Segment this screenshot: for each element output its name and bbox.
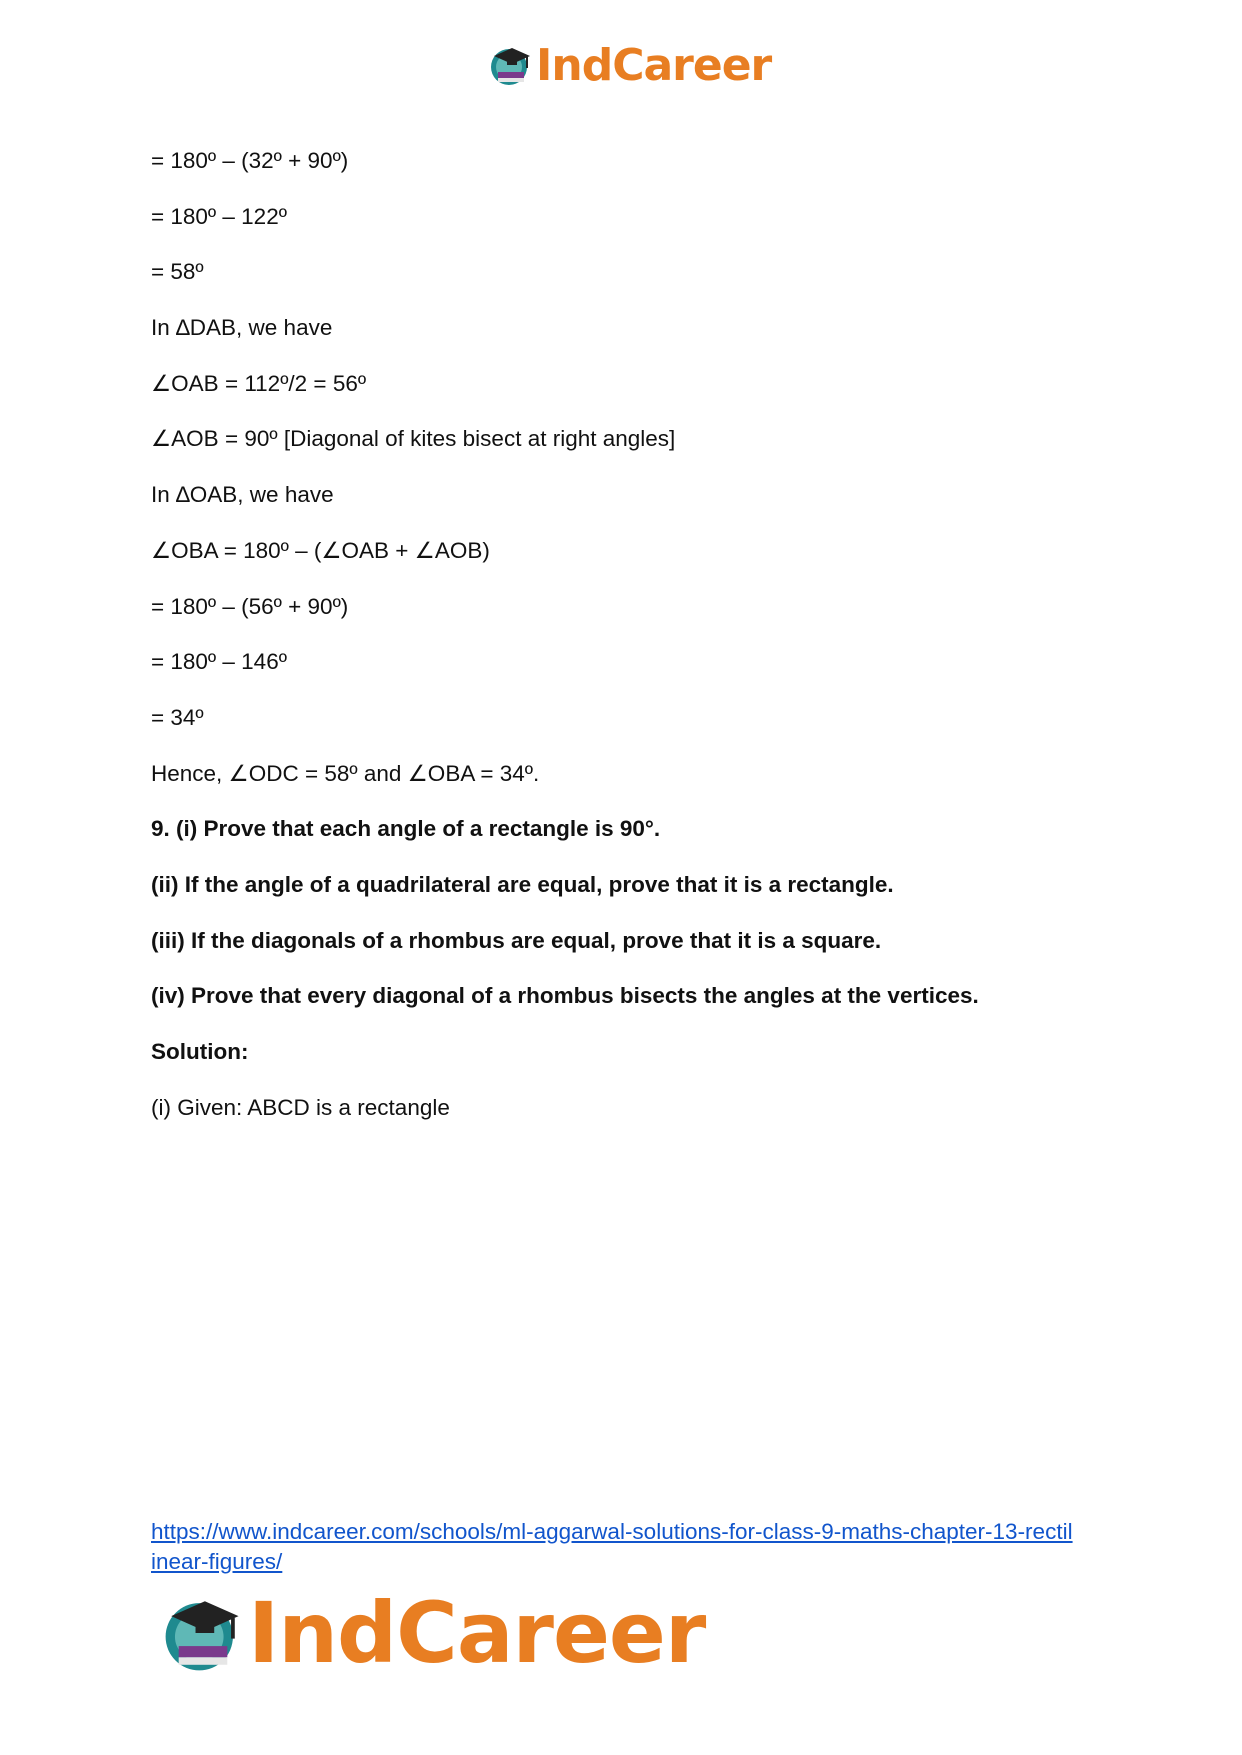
text-line: = 34º xyxy=(151,704,204,730)
text-line: = 180º – 122º xyxy=(151,203,287,229)
text-line: (ii) If the angle of a quadrilateral are equal, prove that it is a rectangle. xyxy=(151,871,894,897)
text-line: (iii) If the diagonals of a rhombus are equal, prove that it is a square. xyxy=(151,927,882,953)
document-body xyxy=(151,146,1111,1148)
text-line: ∠OBA = 180º – (∠OAB + ∠AOB) xyxy=(151,537,490,563)
text-line: In ∆OAB, we have xyxy=(151,482,334,508)
source-link-line-1: https://www.indcareer.com/schools/ml-aggarwal-solutions-for-class-9-maths-chapter-13-rectil xyxy=(151,1519,1073,1544)
text-line: In ∆DAB, we have xyxy=(151,315,333,341)
text-line: = 58º xyxy=(151,259,204,285)
graduation-cap-globe-icon xyxy=(488,42,534,88)
text-line: Solution: xyxy=(151,1039,249,1064)
footer-logo-text: IndCareer xyxy=(248,1584,706,1682)
text-line: = 180º – (32º + 90º) xyxy=(151,148,349,173)
header-logo xyxy=(488,38,771,92)
header-logo-text: IndCareer xyxy=(536,39,772,91)
text-line: = 180º – 146º xyxy=(151,649,287,675)
source-link-line-2: inear-figures/ xyxy=(151,1549,283,1574)
text-line: (i) Given: ABCD is a rectangle xyxy=(151,1094,450,1120)
text-line: ∠AOB = 90º [Diagonal of kites bisect at right angles] xyxy=(151,426,676,452)
graduation-cap-globe-icon xyxy=(160,1590,246,1676)
source-link[interactable] xyxy=(151,1517,1111,1577)
footer-logo xyxy=(160,1584,706,1682)
text-line: Hence, ∠ODC = 58º and ∠OBA = 34º. xyxy=(151,760,540,786)
text-line: (iv) Prove that every diagonal of a rhombus bisects the angles at the vertices. xyxy=(151,983,979,1009)
text-line: 9. (i) Prove that each angle of a rectangle is 90°. xyxy=(151,816,661,842)
text-line: ∠OAB = 112º/2 = 56º xyxy=(151,370,367,396)
text-line: = 180º – (56º + 90º) xyxy=(151,593,349,619)
